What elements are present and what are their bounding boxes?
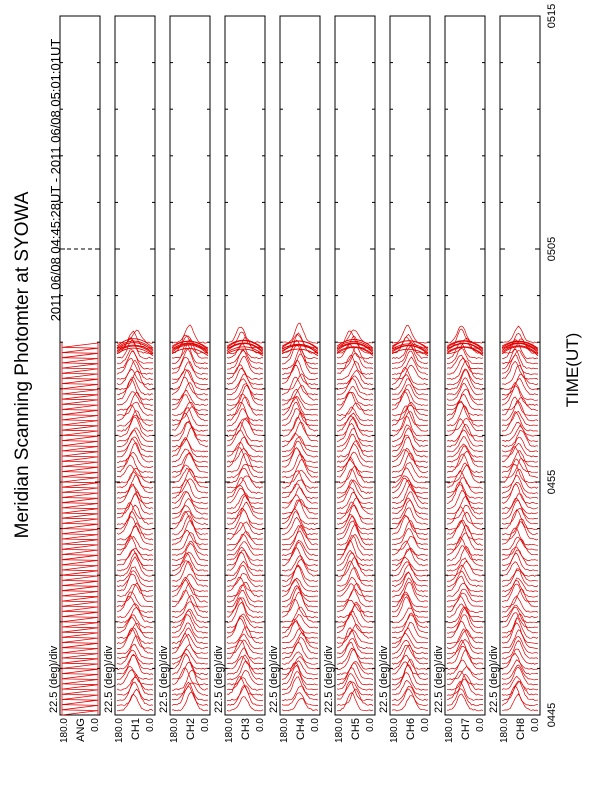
profile-trace bbox=[337, 561, 373, 582]
profile-trace bbox=[172, 609, 208, 623]
panel-ch4 bbox=[268, 16, 321, 743]
profile-trace bbox=[447, 646, 483, 664]
profile-trace bbox=[227, 686, 263, 706]
profile-trace bbox=[282, 559, 318, 576]
profile-trace bbox=[172, 553, 208, 571]
x-tick-labels bbox=[546, 4, 558, 727]
profile-trace bbox=[227, 686, 263, 701]
profile-trace bbox=[392, 515, 428, 529]
profile-trace bbox=[227, 409, 263, 427]
profile-trace bbox=[392, 557, 428, 571]
panel-ch5 bbox=[323, 16, 376, 743]
profile-trace bbox=[392, 689, 428, 706]
profile-trace bbox=[447, 561, 483, 576]
chart-title: Meridian Scanning Photomter at SYOWA bbox=[12, 191, 33, 539]
profile-trace bbox=[282, 448, 318, 463]
profile-trace bbox=[502, 482, 538, 498]
profile-trace bbox=[172, 552, 208, 566]
y-tick-180: 180.0 bbox=[224, 718, 235, 744]
profile-trace bbox=[337, 663, 373, 680]
y-tick-180: 180.0 bbox=[59, 718, 70, 744]
profile-trace bbox=[392, 468, 428, 483]
y-tick-180: 180.0 bbox=[279, 718, 290, 744]
scale-text: 22.5 (deg)/div bbox=[103, 645, 115, 713]
y-tick-180: 180.0 bbox=[499, 718, 510, 744]
profile-trace bbox=[392, 392, 428, 411]
profile-trace bbox=[172, 468, 208, 483]
profile-trace bbox=[447, 383, 483, 400]
profile-trace bbox=[502, 665, 538, 680]
profile-trace bbox=[337, 558, 373, 577]
panel-frame bbox=[170, 16, 210, 715]
profile-trace bbox=[172, 611, 208, 628]
profile-trace bbox=[227, 534, 263, 550]
y-tick-0: 0.0 bbox=[530, 718, 541, 732]
profile-trace bbox=[447, 437, 483, 452]
profile-trace bbox=[172, 653, 208, 669]
profile-trace bbox=[117, 405, 153, 421]
profile-trace bbox=[392, 686, 428, 700]
profile-trace bbox=[227, 423, 263, 442]
profile-trace bbox=[392, 628, 428, 644]
profile-trace bbox=[227, 365, 263, 380]
profile-trace bbox=[227, 464, 263, 478]
profile-trace bbox=[117, 475, 153, 493]
panel-ch3 bbox=[213, 16, 266, 743]
profile-trace bbox=[392, 673, 428, 691]
profile-trace bbox=[447, 639, 483, 653]
profile-trace bbox=[227, 449, 263, 463]
profile-trace bbox=[172, 634, 208, 649]
profile-trace bbox=[172, 584, 208, 603]
profile-trace bbox=[227, 508, 263, 524]
panel-label: CH5 bbox=[350, 718, 362, 741]
profile-trace bbox=[392, 462, 428, 478]
profile-trace bbox=[282, 566, 318, 586]
profile-trace bbox=[227, 478, 263, 494]
profile-trace bbox=[392, 405, 428, 421]
y-tick-0: 0.0 bbox=[255, 718, 266, 732]
scale-text: 22.5 (deg)/div bbox=[48, 645, 60, 713]
scale-text: 22.5 (deg)/div bbox=[378, 645, 390, 713]
profile-trace bbox=[502, 570, 538, 586]
panel-ch6 bbox=[378, 16, 431, 743]
profile-trace bbox=[227, 468, 263, 483]
profile-trace bbox=[282, 548, 318, 566]
profile-trace bbox=[392, 592, 428, 607]
profile-trace bbox=[447, 482, 483, 499]
profile-trace bbox=[337, 407, 373, 421]
profile-trace bbox=[282, 525, 318, 545]
profile-trace bbox=[227, 523, 263, 540]
panel-frame bbox=[335, 16, 375, 715]
profile-trace bbox=[117, 430, 153, 447]
profile-trace bbox=[502, 443, 538, 456]
panels-group bbox=[48, 16, 541, 743]
profile-trace bbox=[447, 520, 483, 534]
profile-trace bbox=[502, 623, 538, 644]
profile-trace bbox=[117, 571, 153, 587]
profile-trace bbox=[227, 671, 263, 686]
profile-trace bbox=[172, 521, 208, 541]
profile-trace bbox=[227, 634, 263, 649]
panel-label: CH2 bbox=[185, 718, 197, 741]
profile-trace bbox=[502, 641, 538, 660]
profile-trace bbox=[337, 441, 373, 458]
profile-trace bbox=[117, 597, 153, 613]
profile-trace bbox=[227, 697, 263, 711]
scale-text: 22.5 (deg)/div bbox=[158, 645, 170, 713]
profile-trace bbox=[392, 367, 428, 385]
profile-trace bbox=[447, 471, 483, 489]
panel-label: CH7 bbox=[460, 718, 472, 741]
profile-trace bbox=[392, 659, 428, 680]
profile-trace bbox=[282, 565, 318, 581]
profile-trace bbox=[447, 463, 483, 478]
profile-trace bbox=[117, 359, 153, 375]
profile-trace bbox=[447, 660, 483, 675]
profile-trace bbox=[337, 480, 373, 494]
profile-trace bbox=[282, 663, 318, 680]
profile-trace bbox=[117, 472, 153, 489]
profile-trace bbox=[172, 325, 208, 343]
profile-trace bbox=[227, 565, 263, 581]
profile-trace bbox=[227, 542, 263, 556]
x-axis-label: TIME(UT) bbox=[563, 332, 582, 408]
profile-trace bbox=[502, 584, 538, 602]
profile-trace bbox=[337, 682, 373, 696]
profile-trace bbox=[172, 390, 208, 405]
profile-trace bbox=[337, 534, 373, 549]
profile-trace bbox=[337, 674, 373, 691]
profile-trace bbox=[117, 492, 153, 509]
panel-label: ANG bbox=[75, 718, 87, 742]
profile-trace bbox=[392, 646, 428, 665]
profile-trace bbox=[227, 442, 263, 457]
profile-trace bbox=[337, 668, 373, 685]
panel-ch2 bbox=[158, 16, 211, 743]
y-tick-180: 180.0 bbox=[389, 718, 400, 744]
profile-trace bbox=[337, 693, 373, 711]
profile-trace bbox=[447, 593, 483, 607]
profile-trace bbox=[502, 494, 538, 509]
profile-trace bbox=[502, 378, 538, 395]
profile-trace bbox=[447, 597, 483, 613]
panel-label: CH8 bbox=[515, 718, 527, 741]
y-tick-0: 0.0 bbox=[145, 718, 156, 732]
profile-trace bbox=[227, 582, 263, 597]
profile-trace bbox=[172, 377, 208, 395]
profile-trace bbox=[337, 502, 373, 520]
panel-label: CH3 bbox=[240, 718, 252, 741]
profile-trace bbox=[502, 636, 538, 654]
profile-trace bbox=[117, 517, 153, 535]
profile-trace bbox=[447, 465, 483, 483]
profile-trace bbox=[172, 561, 208, 581]
profile-trace bbox=[337, 378, 373, 395]
profile-trace bbox=[447, 507, 483, 525]
profile-trace bbox=[172, 682, 208, 700]
y-tick-0: 0.0 bbox=[90, 718, 101, 732]
profile-trace bbox=[502, 519, 538, 535]
profile-trace bbox=[447, 378, 483, 395]
profile-trace bbox=[282, 471, 318, 489]
profile-trace bbox=[282, 484, 318, 499]
profile-trace bbox=[172, 407, 208, 421]
profile-trace bbox=[337, 444, 373, 463]
panel-ch8 bbox=[488, 16, 541, 743]
profile-trace bbox=[337, 452, 373, 467]
y-tick-0: 0.0 bbox=[310, 718, 321, 732]
y-tick-180: 180.0 bbox=[114, 718, 125, 744]
profile-trace bbox=[282, 488, 318, 504]
angle-trace bbox=[62, 343, 98, 715]
profile-trace bbox=[502, 374, 538, 390]
profile-trace bbox=[447, 565, 483, 581]
profile-trace bbox=[172, 645, 208, 660]
scale-text: 22.5 (deg)/div bbox=[213, 645, 225, 713]
profile-trace bbox=[282, 531, 318, 550]
profile-trace bbox=[282, 417, 318, 436]
profile-trace bbox=[117, 415, 153, 431]
profile-trace bbox=[447, 679, 483, 695]
profile-trace bbox=[117, 456, 153, 473]
profile-trace bbox=[282, 323, 318, 343]
y-tick-0: 0.0 bbox=[200, 718, 211, 732]
profile-trace bbox=[447, 394, 483, 410]
y-tick-0: 0.0 bbox=[420, 718, 431, 732]
x-tick-label: 0445 bbox=[546, 702, 558, 728]
profile-trace bbox=[337, 370, 373, 384]
profile-trace bbox=[447, 446, 483, 462]
y-tick-0: 0.0 bbox=[365, 718, 376, 732]
profile-trace bbox=[502, 676, 538, 690]
profile-trace bbox=[337, 434, 373, 451]
profile-trace bbox=[282, 638, 318, 654]
profile-trace bbox=[227, 385, 263, 405]
profile-trace bbox=[447, 451, 483, 467]
scale-text: 22.5 (deg)/div bbox=[323, 645, 335, 713]
profile-trace bbox=[172, 628, 208, 644]
scale-text: 22.5 (deg)/div bbox=[488, 645, 500, 713]
profile-trace bbox=[172, 427, 208, 447]
profile-trace bbox=[172, 591, 208, 607]
x-tick-label: 0505 bbox=[546, 236, 558, 262]
profile-trace bbox=[117, 567, 153, 582]
profile-trace bbox=[117, 628, 153, 644]
profile-trace bbox=[117, 617, 153, 633]
profile-trace bbox=[227, 616, 263, 633]
profile-trace bbox=[172, 668, 208, 685]
profile-trace bbox=[392, 416, 428, 436]
profile-trace bbox=[117, 650, 153, 664]
profile-trace bbox=[392, 696, 428, 711]
y-tick-0: 0.0 bbox=[475, 718, 486, 732]
scale-text: 22.5 (deg)/div bbox=[268, 645, 280, 713]
panel-label: CH6 bbox=[405, 718, 417, 741]
profile-trace bbox=[227, 510, 263, 530]
profile-trace bbox=[117, 574, 153, 592]
profile-trace bbox=[337, 423, 373, 441]
profile-trace bbox=[117, 694, 153, 711]
profile-trace bbox=[502, 382, 538, 400]
y-tick-180: 180.0 bbox=[169, 718, 180, 744]
profile-trace bbox=[172, 454, 208, 467]
y-tick-180: 180.0 bbox=[444, 718, 455, 744]
profile-trace bbox=[447, 537, 483, 556]
profile-trace bbox=[117, 392, 153, 411]
profile-trace bbox=[392, 435, 428, 452]
profile-trace bbox=[227, 590, 263, 607]
profile-trace bbox=[172, 577, 208, 592]
profile-trace bbox=[447, 621, 483, 638]
profile-trace bbox=[117, 607, 153, 622]
profile-trace bbox=[117, 689, 153, 705]
profile-trace bbox=[337, 550, 373, 565]
profile-trace bbox=[447, 430, 483, 447]
panel-ch1 bbox=[103, 16, 156, 743]
profile-trace bbox=[392, 478, 428, 493]
y-tick-180: 180.0 bbox=[334, 718, 345, 744]
x-tick-label: 0455 bbox=[546, 469, 558, 495]
profile-trace bbox=[282, 389, 318, 405]
profile-trace bbox=[172, 499, 208, 514]
profile-trace bbox=[502, 528, 538, 545]
scale-text: 22.5 (deg)/div bbox=[433, 645, 445, 713]
profile-trace bbox=[337, 577, 373, 591]
profile-trace bbox=[337, 487, 373, 504]
profile-trace bbox=[502, 537, 538, 550]
panel-ch7 bbox=[433, 16, 486, 743]
profile-trace bbox=[447, 694, 483, 711]
profile-trace bbox=[282, 441, 318, 457]
profile-trace bbox=[337, 590, 373, 607]
profile-trace bbox=[117, 452, 153, 467]
profile-trace bbox=[172, 580, 208, 597]
profile-trace bbox=[447, 419, 483, 437]
profile-trace bbox=[447, 369, 483, 385]
profile-trace bbox=[117, 548, 153, 560]
profile-trace bbox=[282, 633, 318, 649]
profile-trace bbox=[447, 589, 483, 602]
profile-trace bbox=[117, 437, 153, 452]
profile-trace bbox=[447, 401, 483, 421]
profile-trace bbox=[392, 385, 428, 401]
x-tick-label: 0515 bbox=[546, 3, 558, 29]
panel-label: CH1 bbox=[130, 718, 142, 741]
profile-trace bbox=[447, 608, 483, 628]
panel-frame bbox=[445, 16, 485, 715]
profile-trace bbox=[447, 389, 483, 405]
panel-label: CH4 bbox=[295, 718, 307, 741]
chart-subtitle: 2011 06/08 04:45:28UT - 2011 06/08 05:01:01UT bbox=[48, 38, 63, 322]
